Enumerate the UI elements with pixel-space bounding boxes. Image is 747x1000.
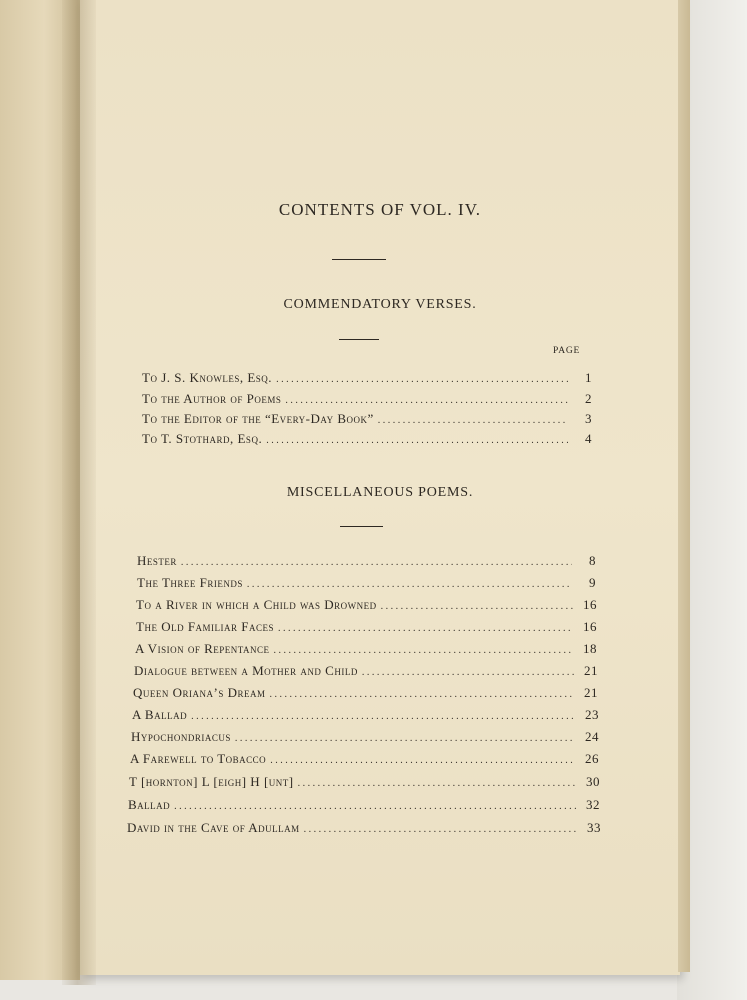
toc-entry-page: 8 [589,553,596,568]
section-rule [340,526,383,527]
dot-leader [270,755,575,766]
dot-leader [285,395,568,406]
title-rule [332,259,386,260]
toc-entry-page: 23 [585,707,599,722]
page-column-label: PAGE [553,346,581,356]
toc-entry-page: 18 [583,641,597,656]
dot-leader [381,601,573,612]
toc-entry-page: 21 [584,685,598,700]
toc-entry [142,431,592,447]
book-page [80,0,680,975]
toc-entry [136,597,597,613]
toc-entry-page: 26 [585,751,599,766]
toc-entry-page: 32 [586,797,600,812]
dot-leader [181,557,572,568]
toc-entry [142,411,592,427]
toc-entry [128,797,600,813]
toc-entry-page: 4 [585,431,592,446]
dot-leader [378,415,568,426]
toc-entry-page: 9 [589,575,596,590]
dot-leader [174,801,576,812]
section-rule [339,339,379,340]
dot-leader [191,711,575,722]
toc-entry [130,751,599,767]
dot-leader [276,374,568,385]
toc-entry-title: To the Editor of the “Every-Day Book” [142,411,374,426]
toc-entry-title: T [hornton] L [eigh] H [unt] [129,774,294,789]
dot-leader [362,667,574,678]
toc-entry-title: To the Author of Poems [142,391,282,406]
toc-entry-page: 24 [585,729,599,744]
toc-entry [137,575,596,591]
toc-entry-page: 30 [586,774,600,789]
toc-entry-title: David in the Cave of Adullam [127,820,300,835]
toc-entry-title: The Three Friends [137,575,243,590]
toc-entry [129,774,600,790]
toc-entry [142,370,592,386]
dot-leader [247,579,572,590]
toc-entry-title: A Ballad [132,707,188,722]
toc-entry-title: A Farewell to Tobacco [130,751,267,766]
toc-entry [133,685,598,701]
dot-leader [274,645,573,656]
toc-entry-title: Dialogue between a Mother and Child [134,663,358,678]
toc-entry-title: To T. Stothard, Esq. [142,431,263,446]
toc-entry-page: 3 [585,411,592,426]
toc-entry-page: 21 [584,663,598,678]
dot-leader [270,689,575,700]
toc-entry-page: 33 [587,820,601,835]
dot-leader [298,778,576,789]
toc-entry-title: Ballad [128,797,171,812]
section-heading-commendatory: COMMENDATORY VERSES. [283,297,477,312]
toc-entry-title: To a River in which a Child was Drowned [136,597,377,612]
book-gutter-shadow [62,0,96,985]
toc-entry [134,663,598,679]
toc-entry [137,553,596,569]
toc-entry [127,820,601,836]
toc-entry-title: To J. S. Knowles, Esq. [142,370,273,385]
toc-entry-page: 16 [583,619,597,634]
toc-entry [136,619,597,635]
toc-entry-title: The Old Familiar Faces [136,619,275,634]
section-heading-miscellaneous: MISCELLANEOUS POEMS. [286,485,474,500]
dot-leader [235,733,575,744]
toc-entry-title: Hester [137,553,177,568]
toc-entry-title: A Vision of Repentance [135,641,270,656]
toc-entry-title: Queen Oriana’s Dream [133,685,266,700]
toc-entry [135,641,597,657]
page-title: CONTENTS OF VOL. IV. [278,200,482,219]
toc-entry-page: 16 [583,597,597,612]
toc-entry [132,707,599,723]
toc-entry-page: 2 [585,391,592,406]
page-edge [678,0,690,972]
toc-entry-page: 1 [585,370,592,385]
dot-leader [266,435,568,446]
dot-leader [304,824,577,835]
toc-entry-title: Hypochondriacus [131,729,231,744]
toc-entry [131,729,599,745]
toc-entry [142,391,592,407]
dot-leader [278,623,573,634]
